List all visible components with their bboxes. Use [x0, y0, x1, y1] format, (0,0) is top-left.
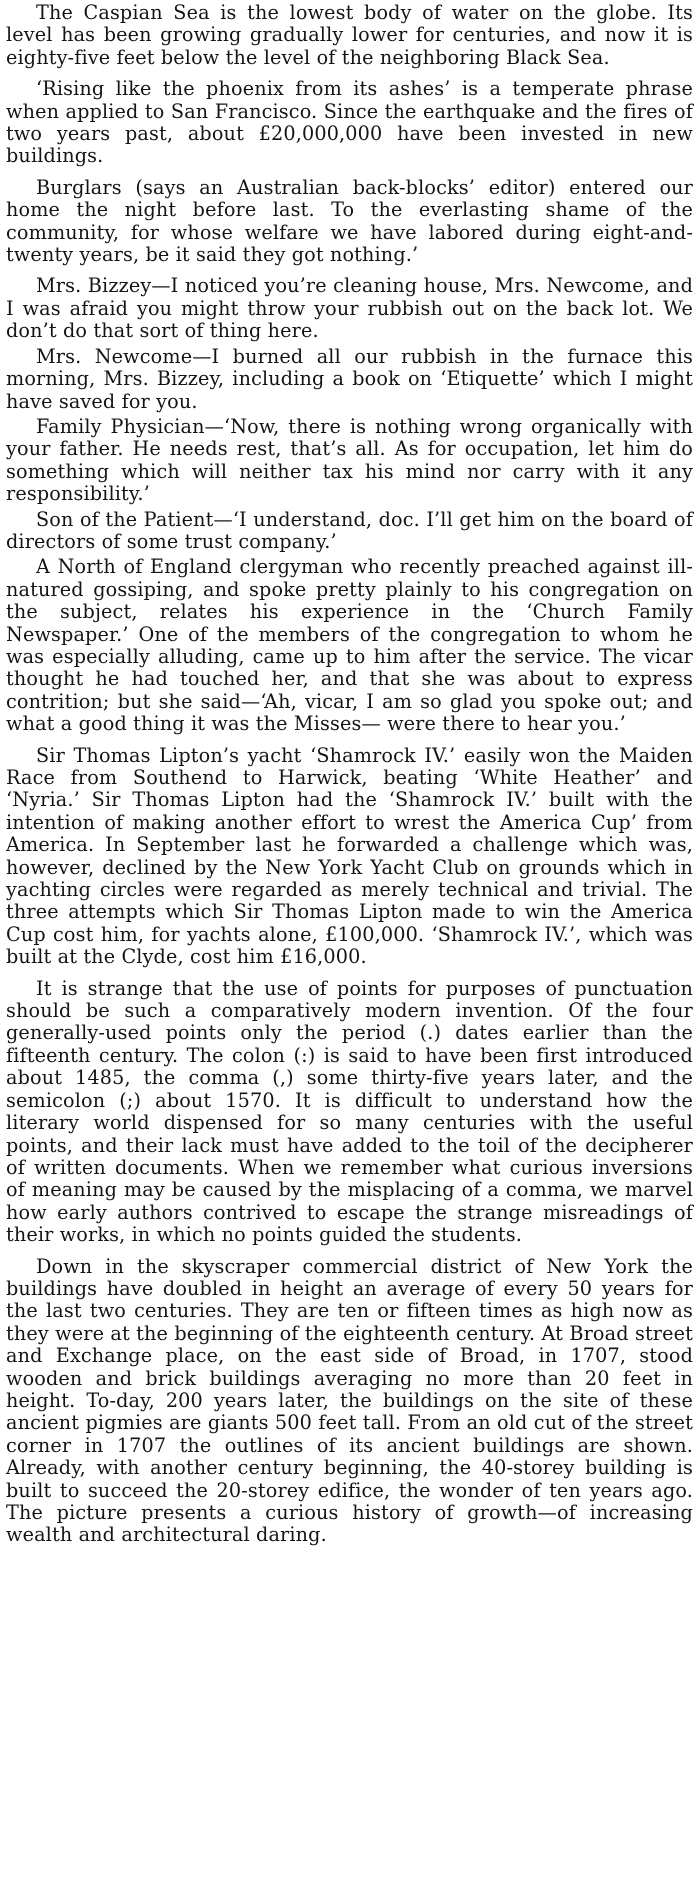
paragraph-son-of-patient: Son of the Patient—‘I understand, doc. I’ll get him on the board of directors of some trust company.’ — [6, 507, 693, 553]
paragraph-burglars: Burglars (says an Australian back-blocks’ editor) entered our home the night before last. To the everlasting shame of the community, for whose welfare we have labored during eight-and-twenty years, be it said they got nothing.’ — [6, 175, 693, 267]
paragraph-punctuation: It is strange that the use of points for purposes of punctuation should be such a comparatively modern invention. Of the four generally-used points only the period (.) dates earlier than the fifteenth century. The colon (:) is said to have been first introduced about 1485, the comma (,) some thirty-five years later, and the semicolon (;) about 1570. It is difficult to understand how the literary world dispensed for so many centuries with the useful points, and their lack must have added to the toil of the decipherer of written documents. When we remember what curious inversions of meaning may be caused by the misplacing of a comma, we marvel how early authors contrived to escape the strange misreadings of their works, in which no points guided the students. — [6, 976, 693, 1247]
paragraph-mrs-bizzey: Mrs. Bizzey—I noticed you’re cleaning house, Mrs. Newcome, and I was afraid you might throw your rubbish out on the back lot. We don’t do that sort of thing here. — [6, 274, 693, 343]
paragraph-clergyman: A North of England clergyman who recently preached against ill-natured gossiping, and spoke pretty plainly to his congregation on the subject, relates his experience in the ‘Church Family Newspaper.’ One of the members of the congregation to whom he was especially alluding, came up to him after the service. The vicar thought he had touched her, and that she was about to express contrition; but she said—‘Ah, vicar, I am so glad you spoke out; and what a good thing it was the Misses— were there to hear you.’ — [6, 555, 693, 736]
paragraph-san-francisco: ‘Rising like the phoenix from its ashes’ is a temperate phrase when applied to San Francisco. Since the earthquake and the fires of two years past, about £20,000,000 have been invested in new buildings. — [6, 77, 693, 168]
paragraph-new-york-skyscrapers: Down in the skyscraper commercial district of New York the buildings have doubled in height an average of every 50 years for the last two centuries. They are ten or fifteen times as high now as they were at the beginning of the eighteenth century. At Broad street and Exchange place, on the east side of Broad, in 1707, stood wooden and brick buildings averaging no more than 20 feet in height. To-day, 200 years later, the buildings on the site of these ancient pigmies are giants 500 feet tall. From an old cut of the street corner in 1707 the outlines of its ancient buildings are shown. Already, with another century beginning, the 40-storey building is built to succeed the 20-storey edifice, the wonder of ten years ago. The picture presents a curious history of growth—of increasing wealth and architectural daring. — [6, 1254, 693, 1547]
paragraph-mrs-newcome: Mrs. Newcome—I burned all our rubbish in the furnace this morning, Mrs. Bizzey, including a book on ‘Etiquette’ which I might have saved for you. — [6, 344, 693, 413]
paragraph-caspian-sea: The Caspian Sea is the lowest body of water on the globe. Its level has been growing gradually lower for centuries, and now it is eighty-five feet below the level of the neighboring Black Sea. — [6, 1, 693, 69]
paragraph-family-physician: Family Physician—‘Now, there is nothing wrong organically with your father. He needs rest, that’s all. As for occupation, let him do something which will neither tax his mind nor carry with it any responsibility.’ — [6, 414, 693, 506]
paragraph-lipton-yacht: Sir Thomas Lipton’s yacht ‘Shamrock IV.’ easily won the Maiden Race from Southend to Harwick, beating ‘White Heather’ and ‘Nyria.’ Sir Thomas Lipton had the ‘Shamrock IV.’ built with the intention of making another effort to wrest the America Cup’ from America. In September last he forwarded a challenge which was, however, declined by the New York Yacht Club on grounds which in yachting circles were regarded as merely technical and trivial. The three attempts which Sir Thomas Lipton made to win the America Cup cost him, for yachts alone, £100,000. ‘Shamrock IV.’, which was built at the Clyde, cost him £16,000. — [6, 743, 693, 969]
